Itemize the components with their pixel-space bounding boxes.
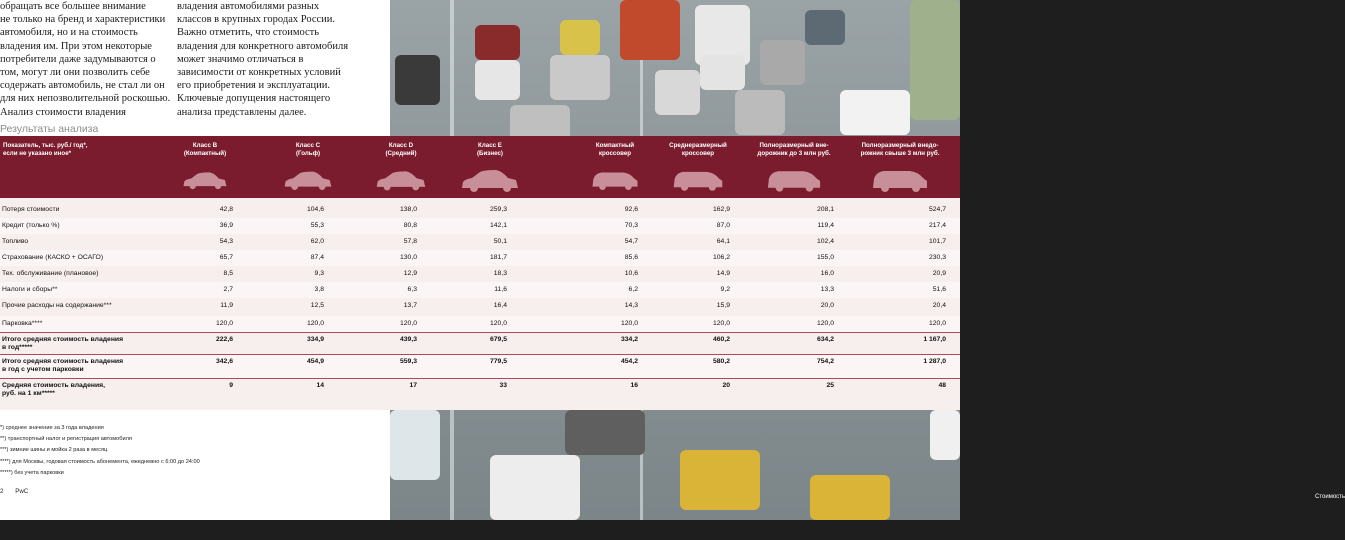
row-label: Итого средняя стоимость владения в год***** bbox=[2, 336, 124, 351]
table-cell: 119,4 bbox=[817, 222, 834, 229]
table-cell: 334,9 bbox=[306, 336, 324, 343]
table-cell: 101,7 bbox=[928, 238, 946, 245]
table-cell: 130,0 bbox=[399, 254, 417, 261]
intro-line: для них непозволительной роскошью. bbox=[0, 93, 171, 105]
table-row bbox=[0, 298, 960, 316]
table-cell: 11,9 bbox=[220, 302, 233, 309]
table-cell: 120,0 bbox=[489, 320, 507, 327]
row-label: Кредит (только %) bbox=[2, 222, 60, 229]
table-cell: 92,6 bbox=[624, 206, 638, 213]
table-cell: 14,3 bbox=[624, 302, 638, 309]
table-cell: 120,0 bbox=[306, 320, 324, 327]
table-cell: 8,5 bbox=[223, 270, 233, 277]
footnote: ****) для Москвы, годовая стоимость абонемента, ежедневно с 6:00 до 24:00 bbox=[0, 458, 200, 465]
table-cell: 14,9 bbox=[716, 270, 730, 277]
table-cell: 54,3 bbox=[219, 238, 233, 245]
table-row bbox=[0, 202, 960, 218]
footnote: ***) зимние шины и мойка 2 раза в месяц bbox=[0, 447, 108, 454]
table-header bbox=[0, 136, 960, 198]
table-cell: 559,3 bbox=[399, 358, 417, 365]
table-cell: 20 bbox=[722, 382, 730, 389]
row-label: Топливо bbox=[2, 238, 29, 245]
table-cell: 120,0 bbox=[816, 320, 834, 327]
table-cell: 1 167,0 bbox=[923, 336, 946, 343]
table-cell: 454,9 bbox=[306, 358, 324, 365]
table-cell: 334,2 bbox=[620, 336, 638, 343]
table-cell: 142,1 bbox=[489, 222, 507, 229]
table-cell: 80,8 bbox=[403, 222, 417, 229]
header-indicator: Показатель, тыс. руб./ год*, если не указано иное* bbox=[3, 142, 88, 157]
table-cell: 25 bbox=[826, 382, 834, 389]
intro-line: владения для конкретного автомобиля bbox=[177, 40, 349, 52]
car-silhouette-icon bbox=[375, 168, 427, 192]
table-cell: 85,6 bbox=[624, 254, 638, 261]
table-cell: 524,7 bbox=[928, 206, 946, 213]
table-cell: 9,3 bbox=[314, 270, 324, 277]
brand-name: PwC bbox=[15, 488, 29, 495]
table-cell: 15,9 bbox=[716, 302, 730, 309]
table-row bbox=[0, 234, 960, 250]
column-header: Полноразмерный внедо- рожник свыше 3 млн руб. bbox=[860, 142, 940, 157]
table-cell: 208,1 bbox=[816, 206, 834, 213]
table-cell: 9 bbox=[229, 382, 233, 389]
table-cell: 12,5 bbox=[310, 302, 324, 309]
car-silhouette-icon bbox=[283, 168, 333, 192]
table-cell: 120,0 bbox=[620, 320, 638, 327]
photo-caption: Стоимость bbox=[1315, 494, 1345, 500]
car-silhouette-icon bbox=[671, 168, 725, 192]
table-cell: 36,9 bbox=[219, 222, 233, 229]
intro-line: его приобретения и эксплуатации. bbox=[177, 80, 330, 92]
intro-line: классов в крупных городах России. bbox=[177, 14, 336, 26]
viewer-bottom-bar bbox=[0, 520, 960, 540]
table-cell: 87,0 bbox=[716, 222, 730, 229]
intro-text-left bbox=[0, 0, 170, 119]
row-label: Прочие расходы на содержание*** bbox=[2, 302, 112, 309]
table-cell: 1 287,0 bbox=[923, 358, 946, 365]
intro-line: не только на бренд и характеристики bbox=[0, 14, 166, 26]
table-cell: 50,1 bbox=[493, 238, 507, 245]
table-cell: 580,2 bbox=[712, 358, 730, 365]
table-cell: 102,4 bbox=[816, 238, 834, 245]
intro-line: обращать все большее внимание bbox=[0, 1, 146, 12]
table-cell: 120,0 bbox=[712, 320, 730, 327]
row-label: Налоги и сборы** bbox=[2, 286, 58, 293]
table-cell: 120,0 bbox=[399, 320, 417, 327]
footnote: *) среднее значение за 3 года владения bbox=[0, 425, 104, 431]
table-cell: 16,0 bbox=[820, 270, 834, 277]
row-label: Тех. обслуживание (плановое) bbox=[2, 270, 99, 277]
car-silhouette-icon bbox=[870, 168, 930, 192]
table-body bbox=[0, 198, 960, 410]
table-cell: 439,3 bbox=[399, 336, 417, 343]
table-cell: 181,7 bbox=[489, 254, 507, 261]
table-cell: 679,5 bbox=[489, 336, 507, 343]
column-header: Класс B (Компактный) bbox=[183, 142, 227, 157]
table-cell: 16,4 bbox=[493, 302, 507, 309]
column-header: Класс E (Бизнес) bbox=[477, 142, 503, 157]
table-cell: 18,3 bbox=[493, 270, 507, 277]
footnote: **) транспортный налог и регистрация автомобиля bbox=[0, 436, 132, 443]
table-cell: 57,8 bbox=[403, 238, 417, 245]
column-header: Среднеразмерный кроссовер bbox=[669, 142, 727, 157]
table-cell: 162,9 bbox=[712, 206, 730, 213]
table-cell: 3,8 bbox=[314, 286, 324, 293]
table-cell: 6,3 bbox=[407, 286, 417, 293]
table-cell: 62,0 bbox=[310, 238, 324, 245]
intro-line: потребители даже задумываются о bbox=[0, 53, 156, 65]
table-cell: 259,3 bbox=[489, 206, 507, 213]
intro-line: владения им. При этом некоторые bbox=[0, 40, 152, 52]
table-cell: 217,4 bbox=[928, 222, 946, 229]
table-cell: 342,6 bbox=[215, 358, 233, 365]
table-row bbox=[0, 378, 960, 407]
page-number: 2 bbox=[0, 488, 4, 495]
table-cell: 64,1 bbox=[716, 238, 730, 245]
intro-line: Ключевые допущения настоящего bbox=[177, 93, 331, 105]
section-title: Результаты анализа bbox=[0, 123, 99, 135]
table-cell: 55,3 bbox=[310, 222, 324, 229]
table-cell: 230,3 bbox=[928, 254, 946, 261]
table-cell: 10,6 bbox=[624, 270, 638, 277]
table-cell: 2,7 bbox=[223, 286, 233, 293]
table-cell: 9,2 bbox=[720, 286, 730, 293]
table-cell: 87,4 bbox=[310, 254, 324, 261]
row-label: Парковка**** bbox=[2, 320, 43, 327]
table-cell: 754,2 bbox=[816, 358, 834, 365]
column-header: Полноразмерный вне- дорожник до 3 млн руб. bbox=[757, 142, 831, 157]
table-cell: 42,8 bbox=[219, 206, 233, 213]
row-label: Средняя стоимость владения, руб. на 1 км***** bbox=[2, 382, 106, 397]
table-row bbox=[0, 354, 960, 379]
row-label: Страхование (КАСКО + ОСАГО) bbox=[2, 254, 104, 261]
table-row bbox=[0, 250, 960, 266]
car-silhouette-icon bbox=[182, 168, 228, 192]
table-cell: 779,5 bbox=[489, 358, 507, 365]
page-footer bbox=[0, 488, 38, 495]
intro-line: анализа представлены далее. bbox=[177, 106, 307, 118]
table-cell: 65,7 bbox=[219, 254, 233, 261]
footnote: *****) без учета парковки bbox=[0, 469, 64, 476]
column-header: Класс C (Гольф) bbox=[295, 142, 321, 157]
table-cell: 48 bbox=[938, 382, 946, 389]
table-cell: 120,0 bbox=[215, 320, 233, 327]
intro-line: автомобиля, но и на стоимость bbox=[0, 27, 138, 39]
table-row bbox=[0, 282, 960, 298]
table-cell: 634,2 bbox=[816, 336, 834, 343]
table-cell: 54,7 bbox=[624, 238, 638, 245]
table-cell: 6,2 bbox=[628, 286, 638, 293]
intro-line: том, могут ли они позволить себе bbox=[0, 67, 150, 79]
intro-line: владения автомобилями разных bbox=[177, 1, 320, 12]
table-cell: 155,0 bbox=[816, 254, 834, 261]
row-label: Потеря стоимости bbox=[2, 206, 60, 213]
footnotes bbox=[0, 423, 200, 479]
table-cell: 70,3 bbox=[624, 222, 638, 229]
car-silhouette-icon bbox=[765, 168, 823, 192]
table-cell: 454,2 bbox=[620, 358, 638, 365]
row-label: Итого средняя стоимость владения в год с учетом парковки bbox=[2, 358, 124, 373]
intro-line: содержать автомобиль, не стал ли он bbox=[0, 80, 165, 92]
table-cell: 14 bbox=[316, 382, 324, 389]
column-header: Класс D (Средний) bbox=[385, 142, 417, 157]
table-cell: 20,4 bbox=[932, 302, 946, 309]
table-row bbox=[0, 266, 960, 282]
column-header: Компактный кроссовер bbox=[595, 142, 635, 157]
table-cell: 104,6 bbox=[306, 206, 324, 213]
table-cell: 120,0 bbox=[928, 320, 946, 327]
table-cell: 20,0 bbox=[820, 302, 834, 309]
table-cell: 13,7 bbox=[403, 302, 417, 309]
table-cell: 12,9 bbox=[403, 270, 417, 277]
table-cell: 106,2 bbox=[712, 254, 730, 261]
table-row bbox=[0, 316, 960, 332]
table-cell: 20,9 bbox=[932, 270, 946, 277]
table-cell: 138,0 bbox=[399, 206, 417, 213]
table-cell: 11,6 bbox=[494, 286, 507, 293]
table-cell: 33 bbox=[499, 382, 507, 389]
table-cell: 460,2 bbox=[712, 336, 730, 343]
car-silhouette-icon bbox=[590, 168, 640, 192]
results-table bbox=[0, 136, 960, 410]
intro-line: может значимо отличаться в bbox=[177, 53, 304, 65]
table-cell: 51,6 bbox=[932, 286, 946, 293]
table-cell: 222,6 bbox=[215, 336, 233, 343]
intro-line: зависимости от конкретных условий bbox=[177, 67, 341, 79]
table-cell: 17 bbox=[409, 382, 417, 389]
table-row bbox=[0, 218, 960, 234]
intro-line: Важно отметить, что стоимость bbox=[177, 27, 320, 39]
intro-line: Анализ стоимости владения bbox=[0, 106, 127, 118]
car-silhouette-icon bbox=[459, 168, 521, 192]
intro-text-right bbox=[177, 0, 348, 119]
table-cell: 16 bbox=[630, 382, 638, 389]
table-row bbox=[0, 332, 960, 355]
table-cell: 13,3 bbox=[820, 286, 834, 293]
